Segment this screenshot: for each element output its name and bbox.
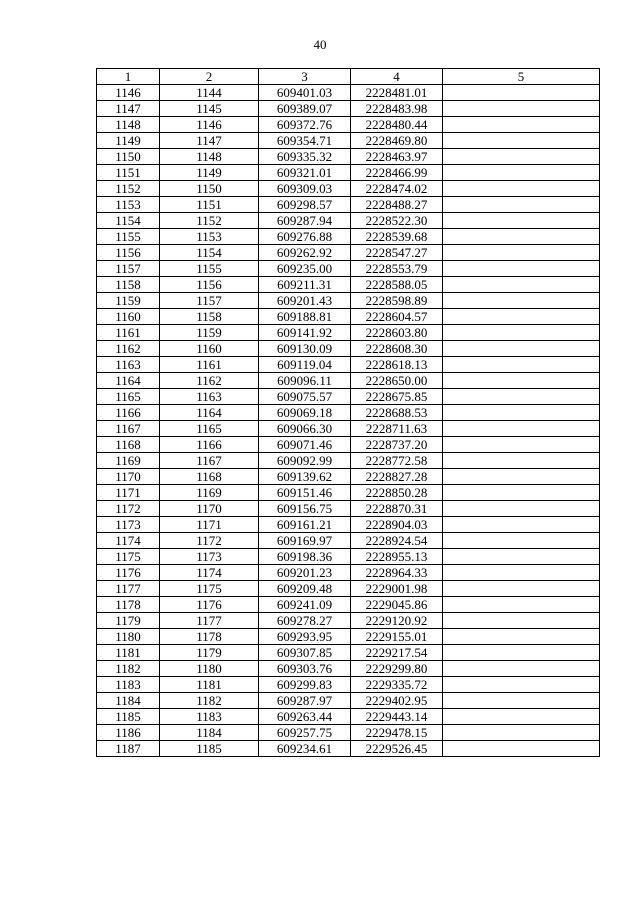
- table-cell: 609307.85: [259, 645, 351, 661]
- table-cell: 609075.57: [259, 389, 351, 405]
- table-cell: 1149: [160, 165, 259, 181]
- table-cell: 1154: [97, 213, 160, 229]
- table-row: [97, 229, 600, 245]
- table-row: [97, 437, 600, 453]
- table-cell: 1185: [97, 709, 160, 725]
- table-cell: 1170: [97, 469, 160, 485]
- table-row: [97, 533, 600, 549]
- table-cell: 1159: [160, 325, 259, 341]
- table-cell: 609234.61: [259, 741, 351, 757]
- table-body: [97, 85, 600, 757]
- table-cell: 609293.95: [259, 629, 351, 645]
- table-cell: 1181: [160, 677, 259, 693]
- table-cell: 1151: [97, 165, 160, 181]
- table-cell: 1174: [160, 565, 259, 581]
- table-row: [97, 485, 600, 501]
- table-row: [97, 645, 600, 661]
- table-cell: 1184: [160, 725, 259, 741]
- table-cell: 609169.97: [259, 533, 351, 549]
- table-row: [97, 85, 600, 101]
- table-cell: 1169: [160, 485, 259, 501]
- table-cell: 609321.01: [259, 165, 351, 181]
- table-row: [97, 501, 600, 517]
- table-cell: 2229045.86: [351, 597, 443, 613]
- table-cell: 2228850.28: [351, 485, 443, 501]
- table-row: [97, 165, 600, 181]
- table-cell: 2229217.54: [351, 645, 443, 661]
- table-cell: 2229402.95: [351, 693, 443, 709]
- table-cell: 1158: [97, 277, 160, 293]
- table-cell: 1146: [97, 85, 160, 101]
- table-cell: 1172: [160, 533, 259, 549]
- table-cell: 1180: [97, 629, 160, 645]
- table-cell: 609141.92: [259, 325, 351, 341]
- table-cell: 609151.46: [259, 485, 351, 501]
- table-row: [97, 421, 600, 437]
- table-cell: [443, 277, 600, 293]
- table-cell: [443, 709, 600, 725]
- table-row: [97, 373, 600, 389]
- table-cell: [443, 469, 600, 485]
- table-cell: [443, 389, 600, 405]
- table-row: [97, 741, 600, 757]
- table-cell: 1156: [97, 245, 160, 261]
- table-cell: [443, 293, 600, 309]
- table-cell: 2228466.99: [351, 165, 443, 181]
- table-cell: [443, 453, 600, 469]
- table-cell: 2228598.89: [351, 293, 443, 309]
- table-cell: 2228604.57: [351, 309, 443, 325]
- table-cell: 1175: [160, 581, 259, 597]
- table-cell: 1160: [97, 309, 160, 325]
- table-cell: 609335.32: [259, 149, 351, 165]
- table-cell: 2228688.53: [351, 405, 443, 421]
- table-cell: [443, 693, 600, 709]
- table-cell: 609092.99: [259, 453, 351, 469]
- table-cell: 1168: [160, 469, 259, 485]
- table-cell: 609287.94: [259, 213, 351, 229]
- table-cell: 2228603.80: [351, 325, 443, 341]
- table-cell: 609262.92: [259, 245, 351, 261]
- table-cell: [443, 645, 600, 661]
- table-row: [97, 469, 600, 485]
- table-cell: 609241.09: [259, 597, 351, 613]
- table-cell: 2228737.20: [351, 437, 443, 453]
- table-cell: [443, 133, 600, 149]
- table-cell: 609299.83: [259, 677, 351, 693]
- table-row: [97, 309, 600, 325]
- table-cell: 1179: [97, 613, 160, 629]
- table-cell: 609298.57: [259, 197, 351, 213]
- table-cell: 1155: [97, 229, 160, 245]
- table-cell: 1176: [160, 597, 259, 613]
- table-cell: 1159: [97, 293, 160, 309]
- table-cell: 609263.44: [259, 709, 351, 725]
- table-row: [97, 133, 600, 149]
- table-row: [97, 101, 600, 117]
- table-cell: 609198.36: [259, 549, 351, 565]
- table-cell: 1167: [97, 421, 160, 437]
- table-cell: 2228711.63: [351, 421, 443, 437]
- table-cell: [443, 357, 600, 373]
- table-cell: [443, 661, 600, 677]
- table-cell: [443, 181, 600, 197]
- table-cell: [443, 725, 600, 741]
- table-cell: 609071.46: [259, 437, 351, 453]
- table-cell: 609389.07: [259, 101, 351, 117]
- table-cell: [443, 405, 600, 421]
- table-cell: 1183: [97, 677, 160, 693]
- table-cell: [443, 229, 600, 245]
- table-cell: 2229299.80: [351, 661, 443, 677]
- table-cell: [443, 117, 600, 133]
- table-cell: 1182: [160, 693, 259, 709]
- table-cell: 2228675.85: [351, 389, 443, 405]
- table-row: [97, 453, 600, 469]
- table-cell: 609130.09: [259, 341, 351, 357]
- table-cell: 1157: [97, 261, 160, 277]
- table-cell: 609372.76: [259, 117, 351, 133]
- table-cell: [443, 501, 600, 517]
- table-row: [97, 517, 600, 533]
- table-cell: 1182: [97, 661, 160, 677]
- table-cell: 2229443.14: [351, 709, 443, 725]
- table-cell: 609209.48: [259, 581, 351, 597]
- table-cell: 1157: [160, 293, 259, 309]
- table-cell: 2228618.13: [351, 357, 443, 373]
- table-cell: [443, 437, 600, 453]
- table-cell: [443, 149, 600, 165]
- table-cell: 1166: [160, 437, 259, 453]
- table-cell: 609096.11: [259, 373, 351, 389]
- table-cell: 1145: [160, 101, 259, 117]
- table-cell: [443, 309, 600, 325]
- table-cell: 2228650.00: [351, 373, 443, 389]
- table-cell: [443, 421, 600, 437]
- table-cell: 2228870.31: [351, 501, 443, 517]
- table-cell: 1148: [160, 149, 259, 165]
- table-cell: 1165: [97, 389, 160, 405]
- table-row: [97, 117, 600, 133]
- table-cell: 1171: [160, 517, 259, 533]
- table-cell: 1179: [160, 645, 259, 661]
- table-row: [97, 629, 600, 645]
- table-cell: [443, 613, 600, 629]
- table-row: [97, 613, 600, 629]
- table-cell: [443, 197, 600, 213]
- table-cell: 2228955.13: [351, 549, 443, 565]
- table-row: [97, 597, 600, 613]
- table-cell: 609139.62: [259, 469, 351, 485]
- column-header: 4: [351, 69, 443, 85]
- table-row: [97, 213, 600, 229]
- table-cell: 2228480.44: [351, 117, 443, 133]
- table-cell: [443, 517, 600, 533]
- table-cell: 1163: [160, 389, 259, 405]
- table-cell: 2228522.30: [351, 213, 443, 229]
- table-cell: 2228827.28: [351, 469, 443, 485]
- table-cell: 1150: [97, 149, 160, 165]
- table-cell: 609278.27: [259, 613, 351, 629]
- table-cell: 1162: [160, 373, 259, 389]
- table-cell: 1160: [160, 341, 259, 357]
- table-cell: 2228772.58: [351, 453, 443, 469]
- table-cell: 1148: [97, 117, 160, 133]
- table-cell: 2228553.79: [351, 261, 443, 277]
- table-cell: 1152: [160, 213, 259, 229]
- table-cell: 1180: [160, 661, 259, 677]
- column-header: 2: [160, 69, 259, 85]
- table-cell: [443, 597, 600, 613]
- table-cell: 609119.04: [259, 357, 351, 373]
- table-cell: 609287.97: [259, 693, 351, 709]
- table-row: [97, 293, 600, 309]
- table-cell: 1178: [160, 629, 259, 645]
- table-cell: 1154: [160, 245, 259, 261]
- table-cell: 1153: [97, 197, 160, 213]
- table-cell: 609161.21: [259, 517, 351, 533]
- column-header: 1: [97, 69, 160, 85]
- table-row: [97, 581, 600, 597]
- table-cell: 1173: [97, 517, 160, 533]
- table-cell: 2228469.80: [351, 133, 443, 149]
- table-cell: [443, 373, 600, 389]
- table-row: [97, 357, 600, 373]
- table-row: [97, 677, 600, 693]
- table-cell: 1158: [160, 309, 259, 325]
- table-row: [97, 325, 600, 341]
- table-cell: [443, 629, 600, 645]
- table-row: [97, 661, 600, 677]
- table-cell: 1155: [160, 261, 259, 277]
- table-cell: 1153: [160, 229, 259, 245]
- table-cell: 2228608.30: [351, 341, 443, 357]
- table-cell: [443, 261, 600, 277]
- table-cell: 609276.88: [259, 229, 351, 245]
- table-cell: [443, 101, 600, 117]
- table-cell: 609211.31: [259, 277, 351, 293]
- table-cell: 1184: [97, 693, 160, 709]
- page-number: 40: [313, 37, 327, 52]
- table-cell: 1171: [97, 485, 160, 501]
- table-cell: 1162: [97, 341, 160, 357]
- table-cell: 1176: [97, 565, 160, 581]
- table-row: [97, 261, 600, 277]
- table-cell: 1178: [97, 597, 160, 613]
- table-cell: [443, 581, 600, 597]
- table-cell: 1183: [160, 709, 259, 725]
- table-cell: [443, 245, 600, 261]
- table-cell: 1151: [160, 197, 259, 213]
- table-cell: 1146: [160, 117, 259, 133]
- table-cell: 609066.30: [259, 421, 351, 437]
- column-header: 3: [259, 69, 351, 85]
- column-header: 5: [443, 69, 600, 85]
- table-cell: 609156.75: [259, 501, 351, 517]
- table-row: [97, 149, 600, 165]
- table-cell: 2228463.97: [351, 149, 443, 165]
- table-cell: [443, 565, 600, 581]
- table-cell: 1172: [97, 501, 160, 517]
- table-cell: 1187: [97, 741, 160, 757]
- table-cell: 2229478.15: [351, 725, 443, 741]
- table-cell: 1170: [160, 501, 259, 517]
- table-cell: 2228964.33: [351, 565, 443, 581]
- table-cell: 1177: [160, 613, 259, 629]
- table-cell: 2228483.98: [351, 101, 443, 117]
- table-cell: 2228547.27: [351, 245, 443, 261]
- table-row: [97, 693, 600, 709]
- table-header-row: [97, 69, 600, 85]
- table-cell: 1147: [97, 101, 160, 117]
- table-row: [97, 245, 600, 261]
- table-cell: [443, 341, 600, 357]
- table-row: [97, 341, 600, 357]
- table-cell: [443, 549, 600, 565]
- table-cell: 1175: [97, 549, 160, 565]
- coordinates-table: [96, 68, 600, 757]
- table-cell: 609069.18: [259, 405, 351, 421]
- table-cell: [443, 85, 600, 101]
- table-cell: [443, 213, 600, 229]
- table-cell: 1186: [97, 725, 160, 741]
- table-cell: 1165: [160, 421, 259, 437]
- table-cell: 2229120.92: [351, 613, 443, 629]
- table-cell: 609201.43: [259, 293, 351, 309]
- table-cell: 1168: [97, 437, 160, 453]
- table-cell: 2229155.01: [351, 629, 443, 645]
- table-cell: 609401.03: [259, 85, 351, 101]
- table-cell: 1152: [97, 181, 160, 197]
- table-cell: 2228539.68: [351, 229, 443, 245]
- table-cell: 609257.75: [259, 725, 351, 741]
- table-row: [97, 405, 600, 421]
- table-cell: 1161: [160, 357, 259, 373]
- table-cell: 609309.03: [259, 181, 351, 197]
- table-cell: 1164: [97, 373, 160, 389]
- table-cell: [443, 741, 600, 757]
- table-cell: 2228481.01: [351, 85, 443, 101]
- table-row: [97, 389, 600, 405]
- table-cell: [443, 325, 600, 341]
- table-row: [97, 197, 600, 213]
- table-cell: 1149: [97, 133, 160, 149]
- table-cell: 2229526.45: [351, 741, 443, 757]
- table-cell: [443, 677, 600, 693]
- table-cell: 2229335.72: [351, 677, 443, 693]
- table-row: [97, 725, 600, 741]
- table-cell: 2229001.98: [351, 581, 443, 597]
- table-cell: 2228474.02: [351, 181, 443, 197]
- table-cell: 609303.76: [259, 661, 351, 677]
- table-cell: 609235.00: [259, 261, 351, 277]
- table-cell: 609201.23: [259, 565, 351, 581]
- table-cell: 609188.81: [259, 309, 351, 325]
- table-cell: 2228904.03: [351, 517, 443, 533]
- table-row: [97, 181, 600, 197]
- table-cell: 1166: [97, 405, 160, 421]
- table-cell: 2228924.54: [351, 533, 443, 549]
- table-cell: 2228488.27: [351, 197, 443, 213]
- table-cell: 1177: [97, 581, 160, 597]
- table-cell: 1185: [160, 741, 259, 757]
- table-cell: 1156: [160, 277, 259, 293]
- table-cell: 1167: [160, 453, 259, 469]
- table-cell: 1144: [160, 85, 259, 101]
- table-cell: 1161: [97, 325, 160, 341]
- table-cell: 1164: [160, 405, 259, 421]
- table-cell: 1181: [97, 645, 160, 661]
- table-cell: [443, 165, 600, 181]
- table-cell: 1147: [160, 133, 259, 149]
- table-cell: 1173: [160, 549, 259, 565]
- table-cell: 1163: [97, 357, 160, 373]
- table-cell: 1169: [97, 453, 160, 469]
- table-row: [97, 709, 600, 725]
- table-cell: 1150: [160, 181, 259, 197]
- table-row: [97, 549, 600, 565]
- table-cell: 2228588.05: [351, 277, 443, 293]
- table-cell: 1174: [97, 533, 160, 549]
- table-cell: 609354.71: [259, 133, 351, 149]
- table-row: [97, 565, 600, 581]
- table-row: [97, 277, 600, 293]
- table-cell: [443, 533, 600, 549]
- table-cell: [443, 485, 600, 501]
